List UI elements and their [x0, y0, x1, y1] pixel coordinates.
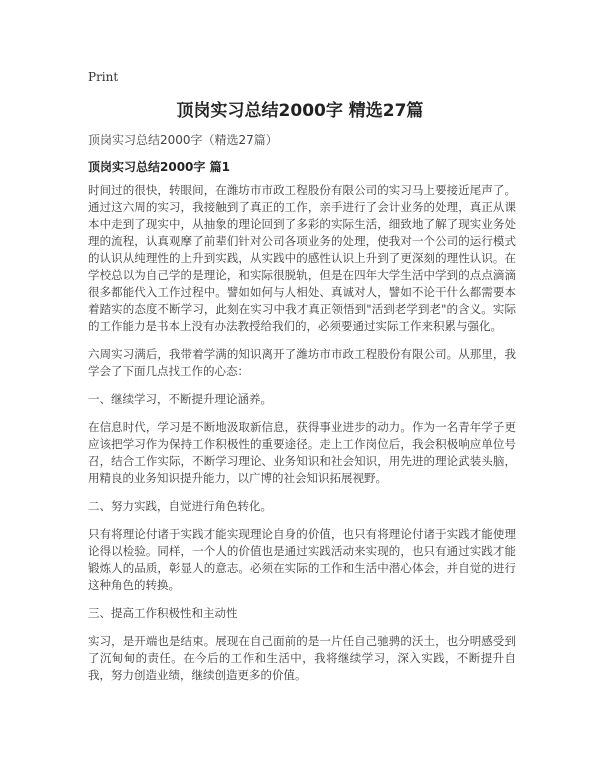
heading-point-1: 一、继续学习，不断提升理论涵养。: [88, 392, 272, 406]
heading-point-2: 二、努力实践，自觉进行角色转化。: [88, 499, 272, 513]
heading-point-3: 三、提高工作积极性和主动性: [88, 606, 238, 620]
paragraph-point-3: 实习，是开端也是结束。展现在自己面前的是一片任自己驰骋的沃土，也分明感受到了沉甸甸的责任。在今后的工作和生活中，我将继续学习，深入实践，不断提升自我，努力创造业绩，继续创造更多的价值。: [88, 634, 516, 682]
print-link[interactable]: Print: [88, 70, 119, 84]
section-title: 顶岗实习总结2000字 篇1: [88, 160, 230, 174]
page-title: 顶岗实习总结2000字 精选27篇: [176, 101, 424, 121]
paragraph-point-2: 只有将理论付诸于实践才能实现理论自身的价值，也只有将理论付诸于实践才能使理论得以检验。同样，一个人的价值也是通过实践活动来实现的，也只有通过实践才能锻炼人的品质，彰显人的意志。必须在实际的工作和生活中潜心体会，并自觉的进行这种角色的转换。: [88, 527, 516, 592]
paragraph-intro: 时间过的很快，转眼间，在潍坊市市政工程股份有限公司的实习马上要接近尾声了。通过这六周的实习，我接触到了真正的工作，亲手进行了会计业务的处理，真正从课本中走到了现实中，从抽象的理论回到了多彩的实际生活，细致地了解了现实业务处理的流程，认真观摩了前辈们针对公司各项业务的处理，使我对一个公司的运行模式的认识从纯理性的上升到实践，从实践中的感性认识上升到了更深刻的理性认识。在学校总以为自己学的是理论，和实际很脱轨，但是在四年大学生活中学到的点点滴滴很多都能代入工作过程中。譬如如何与人相处、真诚对人，譬如不论干什么都需要本着踏实的态度不断学习，此刻在实习中我才真正领悟到"活到老学到老"的含义。实际的工作能力是书本上没有办法教授给我们的，必须要通过实际工作来积累与强化。: [88, 183, 516, 333]
paragraph-mindset: 六周实习满后，我带着学满的知识离开了潍坊市市政工程股份有限公司。从那里，我学会了下面几点找工作的心态：: [88, 347, 516, 378]
article-body: [88, 182, 516, 695]
paragraph-point-1: 在信息时代，学习是不断地汲取新信息，获得事业进步的动力。作为一名青年学子更应该把学习作为保持工作积极性的重要途径。走上工作岗位后，我会积极响应单位号召，结合工作实际，不断学习理论、业务知识和社会知识，用先进的理论武装头脑，用精良的业务知识提升能力，以广博的社会知识拓展视野。: [88, 420, 516, 485]
document-subtitle: 顶岗实习总结2000字（精选27篇）: [88, 133, 278, 147]
